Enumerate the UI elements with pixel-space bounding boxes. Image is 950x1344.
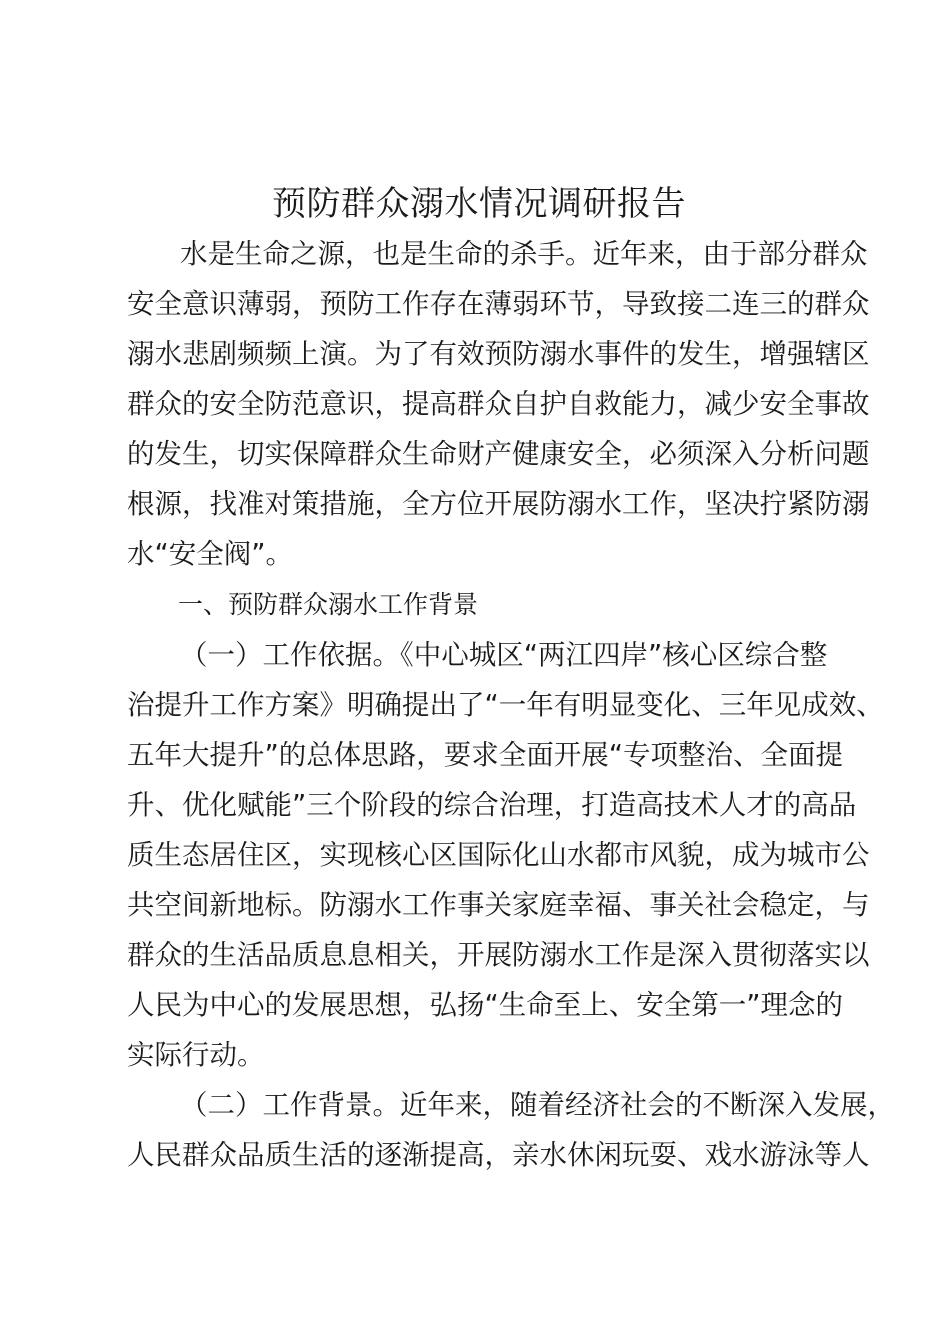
paragraph-line: 的发生，切实保障群众生命财产健康安全，必须深入分析问题 xyxy=(127,438,870,470)
paragraph-line: 升、优化赋能”三个阶段的综合治理，打造高技术人才的高品 xyxy=(127,789,857,821)
paragraph-line: 人民为中心的发展思想，弘扬“生命至上、安全第一”理念的 xyxy=(127,989,843,1021)
paragraph-line: 五年大提升”的总体思路，要求全面开展“专项整治、全面提 xyxy=(127,739,843,771)
paragraph-line: （一）工作依据。《中心城区“两江四岸”核心区综合整 xyxy=(180,639,828,671)
document-title: 预防群众溺水情况调研报告 xyxy=(272,184,686,224)
paragraph-line: 水是生命之源，也是生命的杀手。近年来，由于部分群众 xyxy=(180,238,868,270)
paragraph-line: （二）工作背景。近年来，随着经济社会的不断深入发展， xyxy=(180,1089,895,1121)
paragraph-line: 溺水悲剧频频上演。为了有效预防溺水事件的发生，增强辖区 xyxy=(127,338,870,370)
paragraph-line: 实际行动。 xyxy=(127,1039,265,1071)
paragraph-line: 群众的安全防范意识，提高群众自护自救能力，减少安全事故 xyxy=(127,388,870,420)
paragraph-line: 共空间新地标。防溺水工作事关家庭幸福、事关社会稳定，与 xyxy=(127,889,870,921)
paragraph-line: 群众的生活品质息息相关，开展防溺水工作是深入贯彻落实以 xyxy=(127,939,870,971)
paragraph-line: 水“安全阀”。 xyxy=(127,538,293,570)
paragraph-line: 治提升工作方案》明确提出了“一年有明显变化、三年见成效、 xyxy=(127,689,884,721)
paragraph-line: 安全意识薄弱，预防工作存在薄弱环节，导致接二连三的群众 xyxy=(127,288,870,320)
section-heading: 一、预防群众溺水工作背景 xyxy=(178,590,479,619)
paragraph-line: 人民群众品质生活的逐渐提高，亲水休闲玩耍、戏水游泳等人 xyxy=(127,1139,870,1171)
paragraph-line: 质生态居住区，实现核心区国际化山水都市风貌，成为城市公 xyxy=(127,839,870,871)
paragraph-line: 根源，找准对策措施，全方位开展防溺水工作，坚决拧紧防溺 xyxy=(127,488,870,520)
